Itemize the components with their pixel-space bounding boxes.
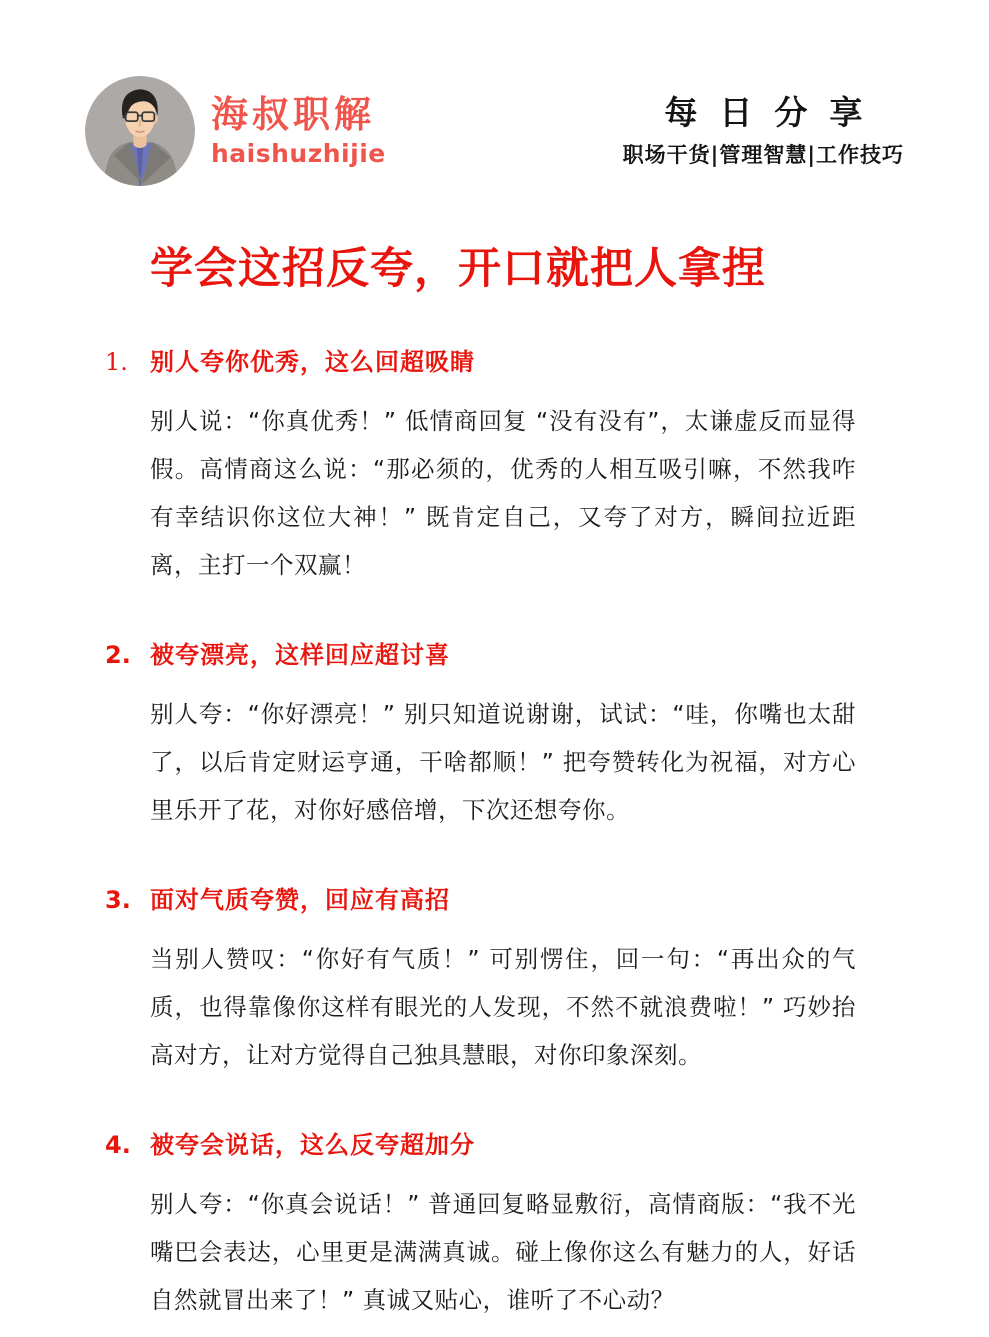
brand-block [211, 94, 386, 168]
article-title: 学会这招反夸，开口就把人拿捏 [150, 244, 766, 294]
section-3-body: 当别人赞叹：“你好有气质！” 可别愣住，回一句：“再出众的气质，也得靠像你这样有眼光的人发现，不然不就浪费啦！” 巧妙抬高对方，让对方觉得自己独具慧眼，对你印象深刻。 [150, 944, 856, 1069]
section-3-heading-row [105, 880, 861, 915]
section-4-heading-row [105, 1125, 861, 1160]
avatar-illustration [85, 76, 195, 186]
section-3 [105, 880, 861, 1079]
section-4 [105, 1125, 861, 1324]
section-3-heading: 面对气质夸赞，回应有高招 [150, 885, 450, 914]
section-4-body: 别人夸：“你真会说话！” 普通回复略显敷衍，高情商版：“我不光嘴巴会表达，心里更是满满真诚。碰上像你这么有魅力的人，好话自然就冒出来了！” 真诚又贴心，谁听了不心动？ [150, 1189, 856, 1314]
section-4-number: 4. [105, 1130, 131, 1159]
section-1-heading: 别人夸你优秀，这么回超吸睛 [150, 347, 475, 376]
section-1 [105, 342, 861, 589]
article [105, 244, 861, 1324]
section-3-number: 3. [105, 885, 131, 914]
section-1-body: 别人说：“你真优秀！” 低情商回复 “没有没有”，太谦虚反而显得假。高情商这么说：“那必须的，优秀的人相互吸引嘛，不然我咋有幸结识你这位大神！” 既肯定自己，又夸了对方，瞬间拉近距离，主打一个双赢！ [150, 406, 856, 579]
brand-romanized: haishuzhijie [211, 138, 386, 168]
section-2-heading-row [105, 635, 861, 670]
section-1-heading-row [105, 342, 861, 377]
slogan-subtitle: 职场干货|管理智慧|工作技巧 [622, 142, 904, 167]
slogan-title: 每日分享 [664, 93, 885, 133]
slogan-block [623, 93, 904, 169]
avatar [85, 76, 195, 186]
section-2 [105, 635, 861, 834]
section-1-number: 1. [105, 347, 128, 376]
section-4-heading: 被夸会说话，这么反夸超加分 [150, 1130, 475, 1159]
section-2-heading: 被夸漂亮，这样回应超讨喜 [150, 640, 450, 669]
section-2-body: 别人夸：“你好漂亮！” 别只知道说谢谢，试试：“哇，你嘴也太甜了，以后肯定财运亨通，干啥都顺！” 把夸赞转化为祝福，对方心里乐开了花，对你好感倍增，下次还想夸你。 [150, 699, 856, 824]
section-2-number: 2. [105, 640, 131, 669]
header [85, 75, 904, 187]
brand-name: 海叔职解 [211, 93, 375, 137]
